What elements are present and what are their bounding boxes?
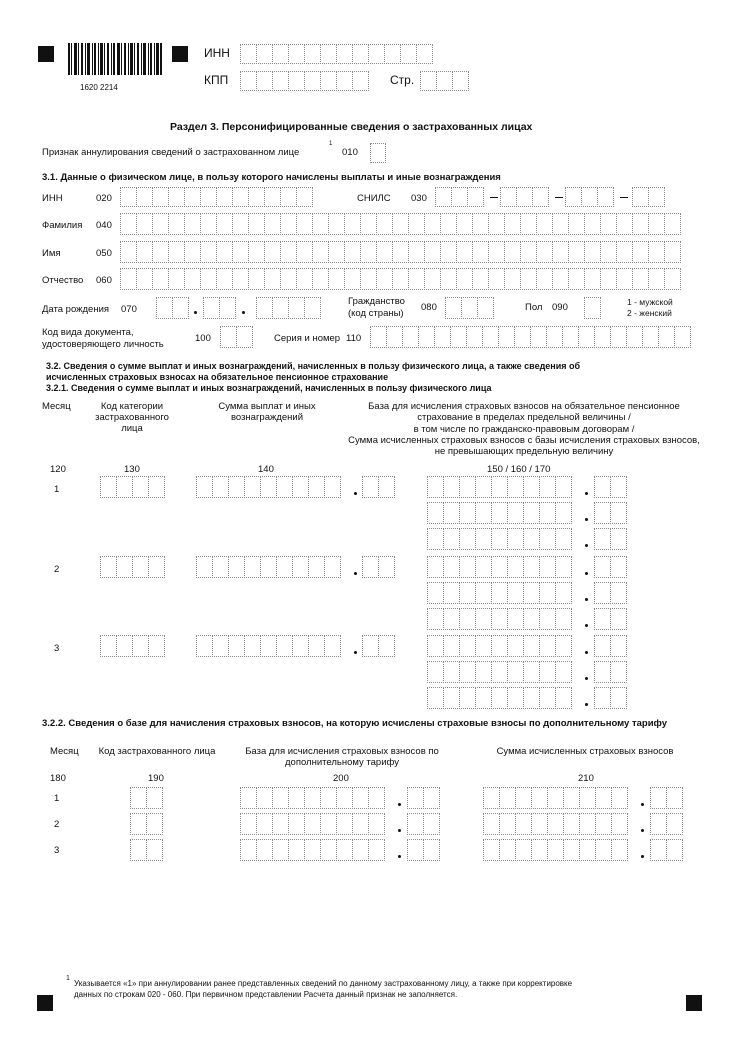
base-decimal-dot-month-2-line-3 [585, 624, 588, 627]
page-number-label: Стр. [390, 73, 415, 87]
s322-base-kop-cells-month-2[interactable] [407, 813, 439, 835]
s31-title: 3.1. Данные о физическом лице, в пользу которого начислены выплаты и иные вознаграждения [42, 172, 501, 183]
birthdate-label: Дата рождения [42, 304, 110, 315]
base-kop-cells-month-2-line-1[interactable] [594, 556, 626, 578]
doc-type-code: 100 [195, 333, 211, 344]
inn-header-label: ИНН [204, 46, 230, 60]
base-cells-month-1-line-2[interactable] [427, 502, 571, 524]
s322-sum-dot-month-2 [641, 829, 644, 832]
base-kop-cells-month-3-line-3[interactable] [594, 687, 626, 709]
base-decimal-dot-month-2-line-1 [585, 572, 588, 575]
code-month: 120 [50, 464, 66, 475]
sum-cells-month-3[interactable] [196, 635, 340, 657]
s322-month-2: 2 [54, 819, 60, 830]
s322-base-kop-cells-month-3[interactable] [407, 839, 439, 861]
sex-code: 090 [552, 302, 568, 313]
sum-decimal-dot-month-1 [354, 492, 357, 495]
sum-cells-month-2[interactable] [196, 556, 340, 578]
s322-title: 3.2.2. Сведения о базе для начисления страховых взносов, на которую исчислены страховые взносы по дополнительному тарифу [42, 718, 668, 729]
birthdate-dot-2 [242, 311, 245, 314]
doc-type-label-1: Код вида документа, [42, 327, 134, 338]
page-number-cells[interactable] [420, 71, 468, 91]
footnote-mark: 1 [66, 975, 70, 982]
s322-month-3: 3 [54, 845, 60, 856]
corner-marker-top-left [38, 46, 54, 62]
kpp-header-label: КПП [204, 73, 229, 87]
code-sum: 140 [258, 464, 274, 475]
annul-footnote-mark: 1 [329, 141, 333, 147]
s32-title-1: 3.2. Сведения о сумме выплат и иных вознаграждений, начисленных в пользу физического лица, а также сведения об [46, 361, 581, 371]
sum-kop-cells-month-2[interactable] [362, 556, 394, 578]
series-code: 110 [346, 333, 362, 344]
base-kop-cells-month-1-line-3[interactable] [594, 528, 626, 550]
sex-option-male: 1 - мужской [627, 297, 673, 307]
base-kop-cells-month-2-line-3[interactable] [594, 608, 626, 630]
annul-code: 010 [342, 147, 358, 158]
birthdate-day-cells[interactable] [156, 297, 188, 319]
section-title: Раздел 3. Персонифицированные сведения о застрахованных лицах [170, 121, 533, 133]
barcode-image [68, 43, 162, 81]
snils-dash-1 [490, 197, 498, 198]
birthdate-month-cells[interactable] [203, 297, 235, 319]
category-cells-month-2[interactable] [100, 556, 164, 578]
kpp-header-cells[interactable] [240, 71, 368, 91]
person-inn-label: ИНН [42, 193, 63, 204]
corner-marker-bottom-right [686, 995, 702, 1011]
s322-code-cells-month-2[interactable] [130, 813, 162, 835]
snils-cells-2[interactable] [500, 187, 548, 207]
sex-cell[interactable] [584, 297, 600, 319]
sex-label: Пол [525, 302, 543, 313]
base-decimal-dot-month-3-line-1 [585, 651, 588, 654]
col-month-header: Месяц [42, 401, 71, 412]
barcode-number: 1620 2214 [80, 83, 118, 92]
birthdate-code: 070 [121, 304, 137, 315]
s322-sum-cells-month-2[interactable] [483, 813, 627, 835]
person-inn-cells[interactable] [120, 187, 312, 207]
snils-dash-3 [620, 197, 628, 198]
person-inn-code: 020 [96, 193, 112, 204]
series-label: Серия и номер [274, 333, 341, 344]
base-kop-cells-month-1-line-1[interactable] [594, 476, 626, 498]
annul-input-cell[interactable] [370, 143, 385, 163]
base-decimal-dot-month-1-line-3 [585, 544, 588, 547]
s322-base-cells-month-1[interactable] [240, 787, 384, 809]
s322-sum-dot-month-1 [641, 803, 644, 806]
citizenship-code: 080 [421, 302, 437, 313]
base-cells-month-2-line-3[interactable] [427, 608, 571, 630]
base-decimal-dot-month-1-line-2 [585, 518, 588, 521]
col-sum-header: Сумма выплат и иных вознаграждений [218, 401, 316, 423]
s321-month-2: 2 [54, 564, 60, 575]
doc-type-label-2: удостоверяющего личность [42, 339, 164, 350]
col-base-header-1: База для исчисления страховых взносов на обязательное пенсионное страхование в пределах предельной величины / [368, 401, 680, 423]
corner-marker-top-mid [172, 46, 188, 62]
s322-code-cells-month-3[interactable] [130, 839, 162, 861]
s322-col-month-header: Месяц [50, 746, 79, 757]
category-cells-month-3[interactable] [100, 635, 164, 657]
patronymic-code: 060 [96, 275, 112, 286]
s322-code-code: 190 [148, 773, 164, 784]
base-cells-month-3-line-1[interactable] [427, 635, 571, 657]
s322-sum-cells-month-1[interactable] [483, 787, 627, 809]
s322-col-code-header: Код застрахованного лица [98, 746, 216, 757]
s322-code-sum: 210 [578, 773, 594, 784]
corner-marker-bottom-left [37, 995, 53, 1011]
base-kop-cells-month-1-line-2[interactable] [594, 502, 626, 524]
col-category-header: Код категории застрахованного лица [95, 401, 169, 434]
snils-dash-2 [555, 197, 563, 198]
footnote-line-2: данных по строкам 020 - 060. При первичном представлении Расчета данный признак не заполняется. [74, 990, 458, 999]
sum-cells-month-1[interactable] [196, 476, 340, 498]
s322-code-base: 200 [333, 773, 349, 784]
base-cells-month-2-line-1[interactable] [427, 556, 571, 578]
snils-cells-4[interactable] [632, 187, 664, 207]
citizenship-cells[interactable] [445, 297, 493, 319]
annul-label: Признак аннулирования сведений о застрахованном лице [42, 147, 300, 158]
s321-month-3: 3 [54, 643, 60, 654]
base-cells-month-1-line-3[interactable] [427, 528, 571, 550]
citizenship-label-1: Гражданство [348, 296, 405, 307]
s322-base-cells-month-2[interactable] [240, 813, 384, 835]
s322-base-dot-month-3 [398, 855, 401, 858]
s322-sum-dot-month-3 [641, 855, 644, 858]
s322-base-dot-month-1 [398, 803, 401, 806]
s322-base-cells-month-3[interactable] [240, 839, 384, 861]
base-kop-cells-month-2-line-2[interactable] [594, 582, 626, 604]
inn-header-cells[interactable] [240, 44, 432, 64]
birthdate-dot-1 [194, 311, 197, 314]
firstname-cells[interactable] [120, 241, 680, 263]
lastname-label: Фамилия [42, 220, 83, 231]
doc-type-cells[interactable] [220, 326, 252, 348]
s322-code-cells-month-1[interactable] [130, 787, 162, 809]
snils-label: СНИЛС [357, 193, 391, 204]
lastname-code: 040 [96, 220, 112, 231]
footnote-line-1: Указывается «1» при аннулировании ранее представленных сведений по данному застрахованному лицу, а также при корректировке [74, 979, 573, 988]
s32-title-2: исчисленных страховых взносах на обязательное пенсионное страхование [46, 372, 389, 382]
s321-title: 3.2.1. Сведения о сумме выплат и иных вознаграждений, начисленных в пользу физического лица [46, 383, 492, 393]
sum-decimal-dot-month-3 [354, 651, 357, 654]
series-cells[interactable] [370, 326, 690, 348]
s322-sum-kop-cells-month-3[interactable] [650, 839, 682, 861]
citizenship-label-2: (код страны) [348, 308, 404, 319]
code-category: 130 [124, 464, 140, 475]
s322-base-kop-cells-month-1[interactable] [407, 787, 439, 809]
s322-sum-kop-cells-month-2[interactable] [650, 813, 682, 835]
base-cells-month-2-line-2[interactable] [427, 582, 571, 604]
s322-sum-cells-month-3[interactable] [483, 839, 627, 861]
firstname-label: Имя [42, 248, 61, 259]
col-base-header-2: в том числе по гражданско-правовым договорам / [413, 424, 635, 435]
patronymic-cells[interactable] [120, 268, 680, 290]
col-base-header-3: Сумма исчисленных страховых взносов с базы исчисления страховых взносов, не превышающих предельную величину [348, 435, 700, 457]
birthdate-year-cells[interactable] [256, 297, 320, 319]
firstname-code: 050 [96, 248, 112, 259]
base-decimal-dot-month-2-line-2 [585, 598, 588, 601]
category-cells-month-1[interactable] [100, 476, 164, 498]
base-decimal-dot-month-3-line-3 [585, 703, 588, 706]
s321-month-1: 1 [54, 484, 60, 495]
patronymic-label: Отчество [42, 275, 84, 286]
code-base: 150 / 160 / 170 [487, 464, 551, 475]
base-decimal-dot-month-3-line-2 [585, 677, 588, 680]
s322-month-1: 1 [54, 793, 60, 804]
s322-code-month: 180 [50, 773, 66, 784]
s322-sum-kop-cells-month-1[interactable] [650, 787, 682, 809]
s322-col-base-header: База для исчисления страховых взносов по дополнительному тарифу [245, 746, 439, 768]
snils-code: 030 [411, 193, 427, 204]
base-cells-month-3-line-3[interactable] [427, 687, 571, 709]
snils-cells-1[interactable] [435, 187, 483, 207]
base-kop-cells-month-3-line-1[interactable] [594, 635, 626, 657]
lastname-cells[interactable] [120, 213, 680, 235]
base-cells-month-1-line-1[interactable] [427, 476, 571, 498]
snils-cells-3[interactable] [565, 187, 613, 207]
sum-kop-cells-month-1[interactable] [362, 476, 394, 498]
base-cells-month-3-line-2[interactable] [427, 661, 571, 683]
base-kop-cells-month-3-line-2[interactable] [594, 661, 626, 683]
s322-col-sum-header: Сумма исчисленных страховых взносов [496, 746, 674, 757]
sum-kop-cells-month-3[interactable] [362, 635, 394, 657]
sum-decimal-dot-month-2 [354, 572, 357, 575]
sex-option-female: 2 - женский [627, 308, 672, 318]
s322-base-dot-month-2 [398, 829, 401, 832]
base-decimal-dot-month-1-line-1 [585, 492, 588, 495]
